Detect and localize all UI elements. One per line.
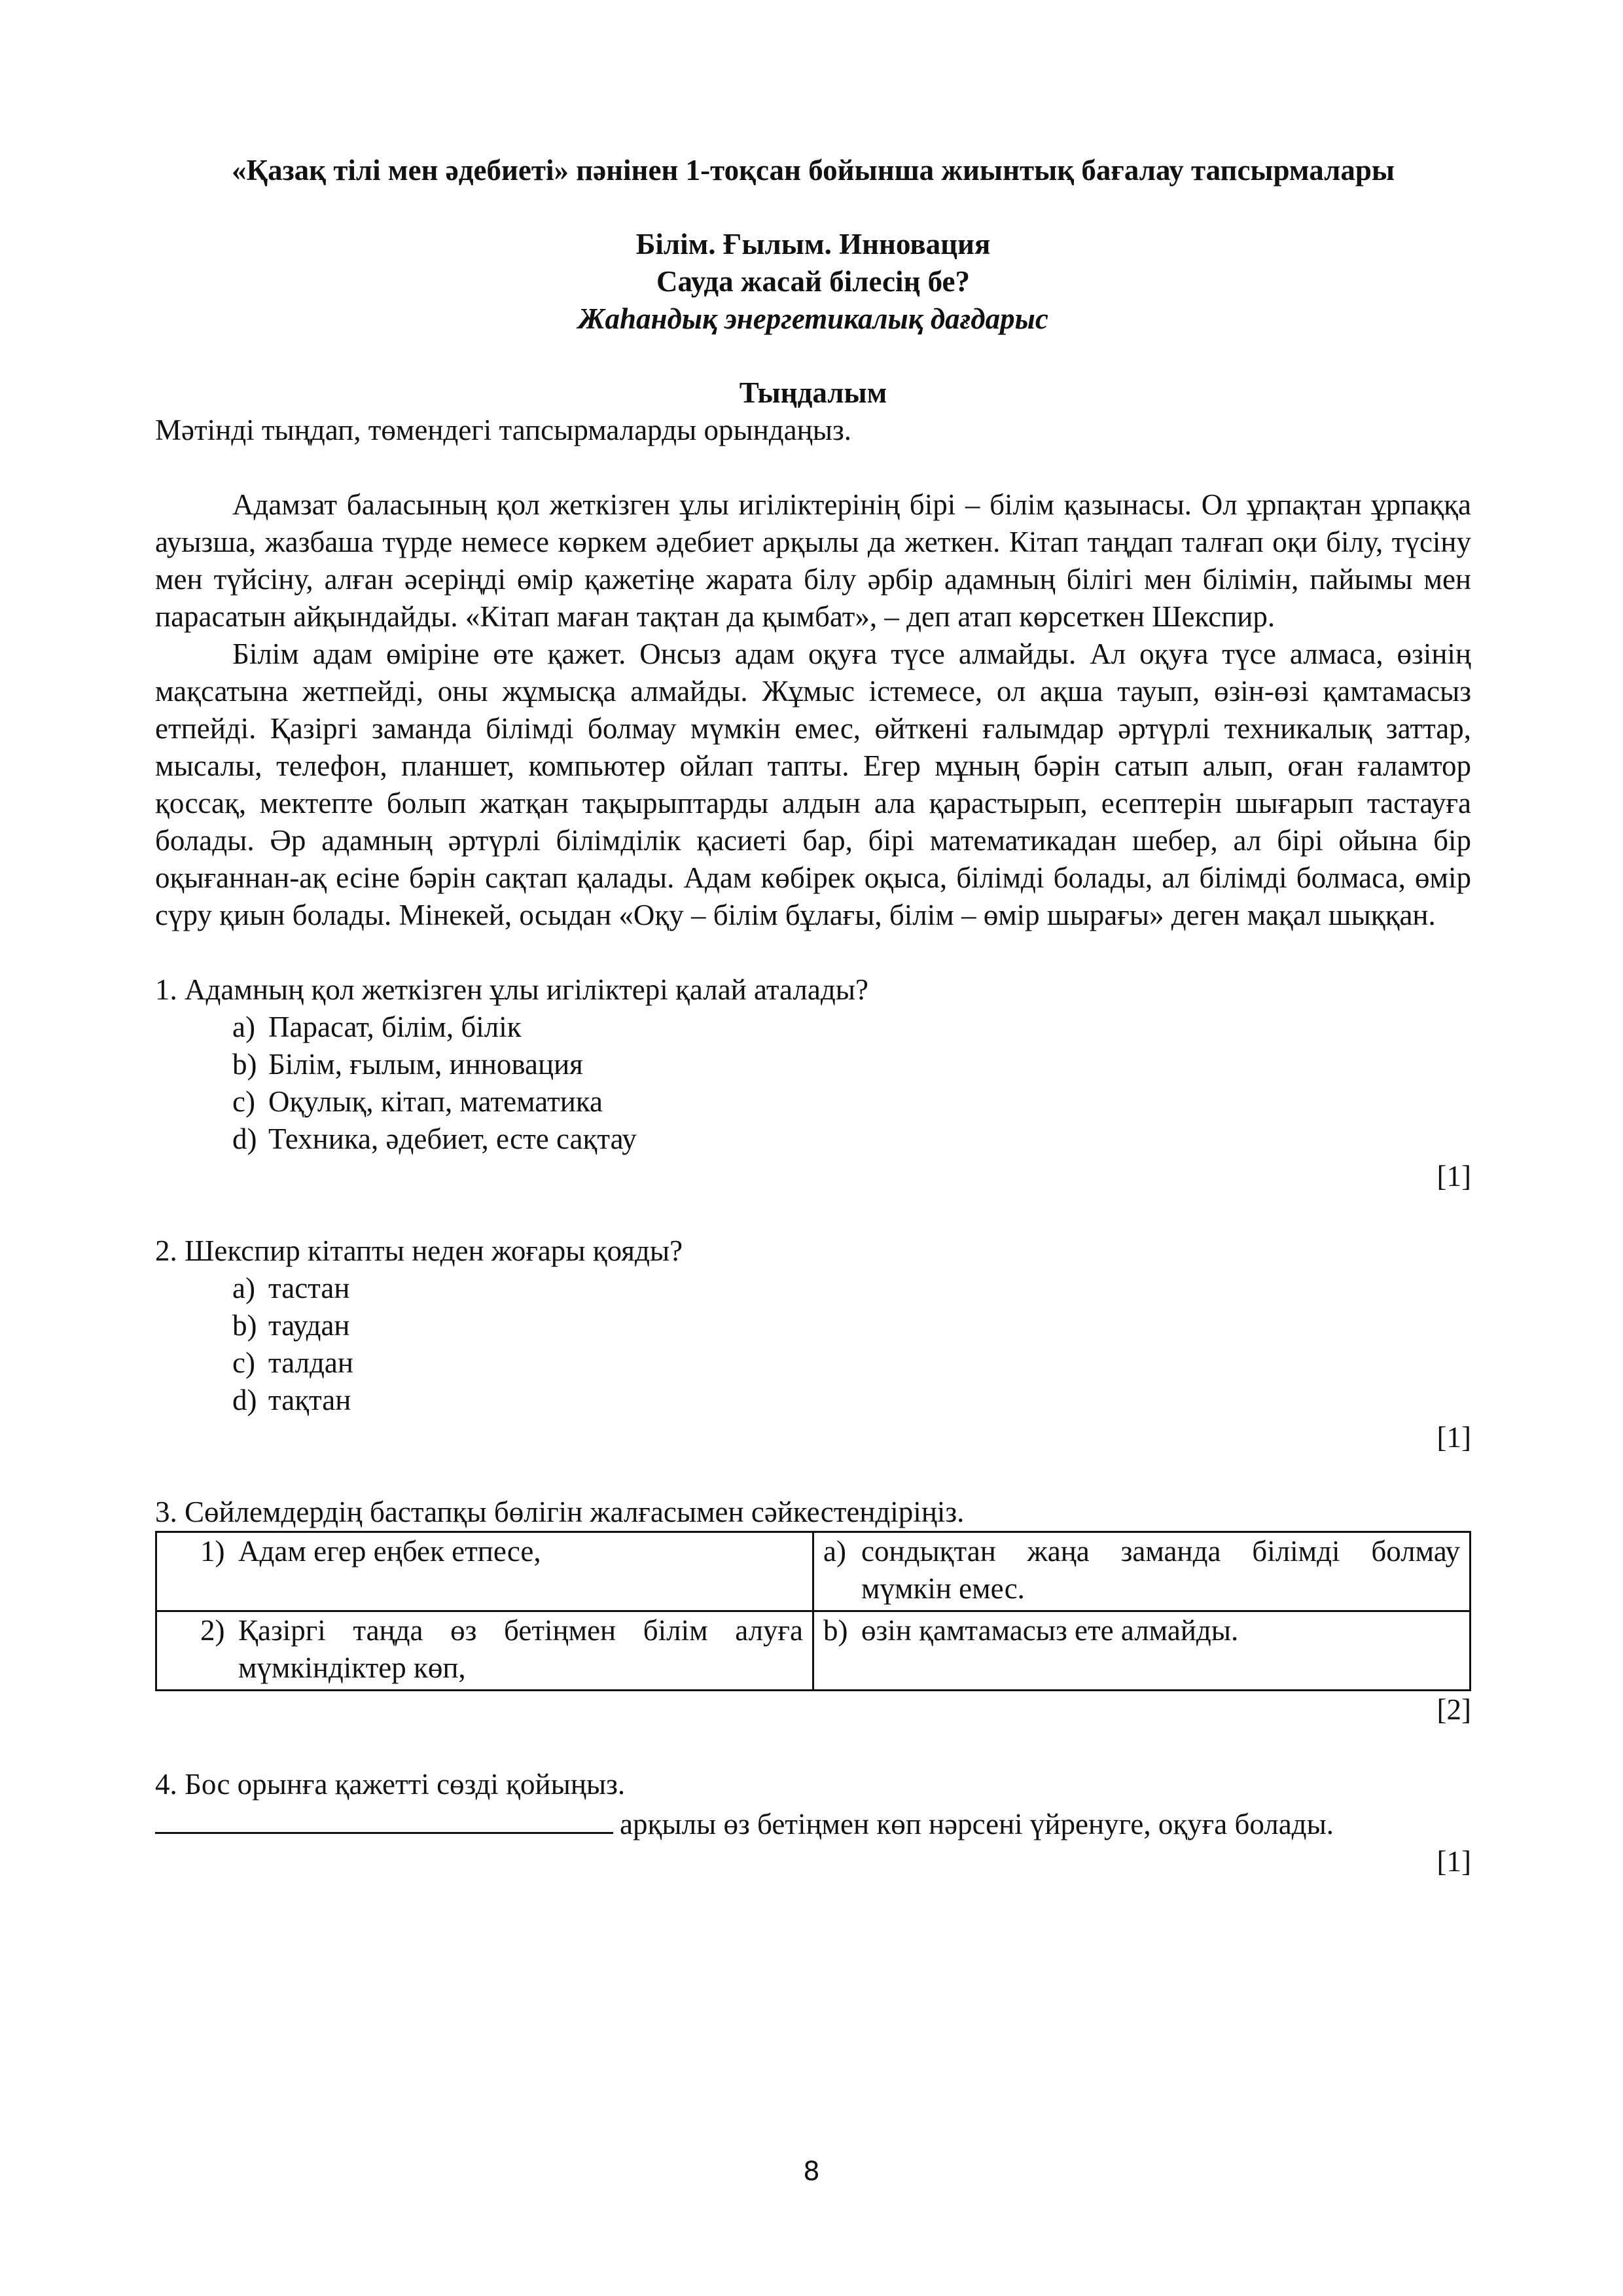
question-2 [155,1232,1471,1456]
sentence-end: сондықтан жаңа заманда білімді болмау мүмкін емес. [861,1535,1460,1605]
option-letter: b) [232,1048,257,1081]
question-text: 2. Шекспир кітапты неден жоғары қояды? [155,1234,683,1267]
row-letter: b) [823,1614,848,1647]
option-text: таудан [268,1309,350,1342]
table-cell-right [813,1611,1471,1691]
answer-options [232,1270,1471,1419]
section-title: Тыңдалым [739,376,887,409]
answer-option[interactable] [232,1307,1471,1344]
sentence-start: Адам егер еңбек етпесе, [238,1535,541,1568]
sentence-end: өзін қамтамасыз ете алмайды. [861,1614,1239,1647]
topic-line-italic: Жаһандық энергетикалық дағдарыс [578,302,1048,335]
question-text: 1. Адамның қол жеткізген ұлы игіліктері қалай аталады? [155,973,868,1006]
passage-paragraph: Адамзат баласының қол жеткізген ұлы игіліктерінің бірі – білім қазынасы. Ол ұрпақтан ұрпаққа ауызша, жазбаша түрде немесе көркем әдебиет арқылы да жеткен. Кітап таңдап талғап оқи білу, түсіну мен түйсіну, алған әсеріңді өмір қажетіңе жарата білу әрбір адамның білігі мен білімін, пайымы мен парасатын айқындайды. «Кітап маған тақтан да қымбат», – деп атап көрсеткен Шекспир. [155,488,1471,633]
option-letter: d) [232,1122,257,1155]
question-text: 4. Бос орынға қажетті сөзді қойыңыз. [155,1768,626,1801]
answer-options [232,1009,1471,1158]
option-letter: c) [232,1346,255,1379]
topic-line: Білім. Ғылым. Инновация [635,228,991,260]
answer-option[interactable] [232,1270,1471,1307]
table-row [156,1611,1471,1691]
topic-line: Сауда жасай білесің бе? [656,265,971,298]
row-number: 2) [200,1614,225,1647]
document-title: «Қазақ тілі мен әдебиеті» пәнінен 1-тоқсан бойынша жиынтық бағалау тапсырмалары [231,154,1395,187]
score-mark: [2] [1436,1693,1471,1726]
option-letter: b) [232,1309,257,1342]
section-instruction: Мәтінді тыңдап, төмендегі тапсырмаларды орындаңыз. [155,414,851,446]
score-mark: [1] [1436,1845,1471,1878]
question-3 [155,1494,1471,1729]
table-cell-right [813,1532,1471,1611]
sentence-rest: арқылы өз бетіңмен көп нәрсені үйренуге, оқуға болады. [620,1808,1334,1840]
question-text: 3. Сөйлемдердің бастапқы бөлігін жалғасымен сәйкестендіріңіз. [155,1496,965,1528]
answer-option[interactable] [232,1009,1471,1046]
option-text: Техника, әдебиет, есте сақтау [268,1122,637,1155]
row-letter: a) [823,1535,846,1568]
option-letter: a) [232,1272,255,1304]
option-letter: a) [232,1011,255,1043]
row-number: 1) [200,1535,225,1568]
answer-option[interactable] [232,1382,1471,1419]
document-page [155,152,1471,1880]
option-letter: d) [232,1384,257,1416]
table-row [156,1532,1471,1611]
table-cell-left [156,1611,813,1691]
score-mark: [1] [1436,1160,1471,1193]
topics-block [155,226,1471,338]
reading-passage [155,486,1471,934]
fill-in-sentence [155,1803,1471,1843]
option-letter: c) [232,1085,255,1118]
question-1 [155,971,1471,1195]
page-number: 8 [803,2157,820,2187]
option-text: тақтан [268,1384,351,1416]
score-mark: [1] [1436,1421,1471,1454]
blank-answer-line[interactable] [155,1803,613,1834]
table-cell-left [156,1532,813,1611]
option-text: талдан [268,1346,353,1379]
answer-option[interactable] [232,1083,1471,1121]
question-4 [155,1766,1471,1880]
matching-table [155,1531,1471,1691]
answer-option[interactable] [232,1344,1471,1382]
sentence-start: Қазіргі таңда өз бетіңмен білім алуға мүмкіндіктер көп, [238,1614,803,1684]
answer-option[interactable] [232,1046,1471,1083]
option-text: Оқулық, кітап, математика [268,1085,603,1118]
option-text: Парасат, білім, білік [268,1011,522,1043]
passage-paragraph: Білім адам өміріне өте қажет. Онсыз адам оқуға түсе алмайды. Ал оқуға түсе алмаса, өзінің мақсатына жетпейді, оны жұмысқа алмайды. Жұмыс істемесе, ол ақша тауып, өзін-өзі қамтамасыз етпейді. Қазіргі заманда білімді болмау мүмкін емес, өйткені ғалымдар әртүрлі техникалық заттар, мысалы, телефон, планшет, компьютер ойлап тапты. Егер мұның бәрін сатып алып, оған ғаламтор қоссақ, мектепте болып жатқан тақырыптарды алдын ала қарастырып, есептерін шығарып тастауға болады. Әр адамның әртүрлі білімділік қасиеті бар, бірі математикадан шебер, ал бірі ойына бір оқығаннан-ақ есіне бәрін сақтап қалады. Адам көбірек оқыса, білімді болады, ал білімді болмаса, өмір сүру қиын болады. Мінекей, осыдан «Оқу – білім бұлағы, білім – өмір шырағы» деген мақал шыққан. [155,637,1471,931]
option-text: Білім, ғылым, инновация [268,1048,583,1081]
option-text: тастан [268,1272,350,1304]
answer-option[interactable] [232,1121,1471,1158]
